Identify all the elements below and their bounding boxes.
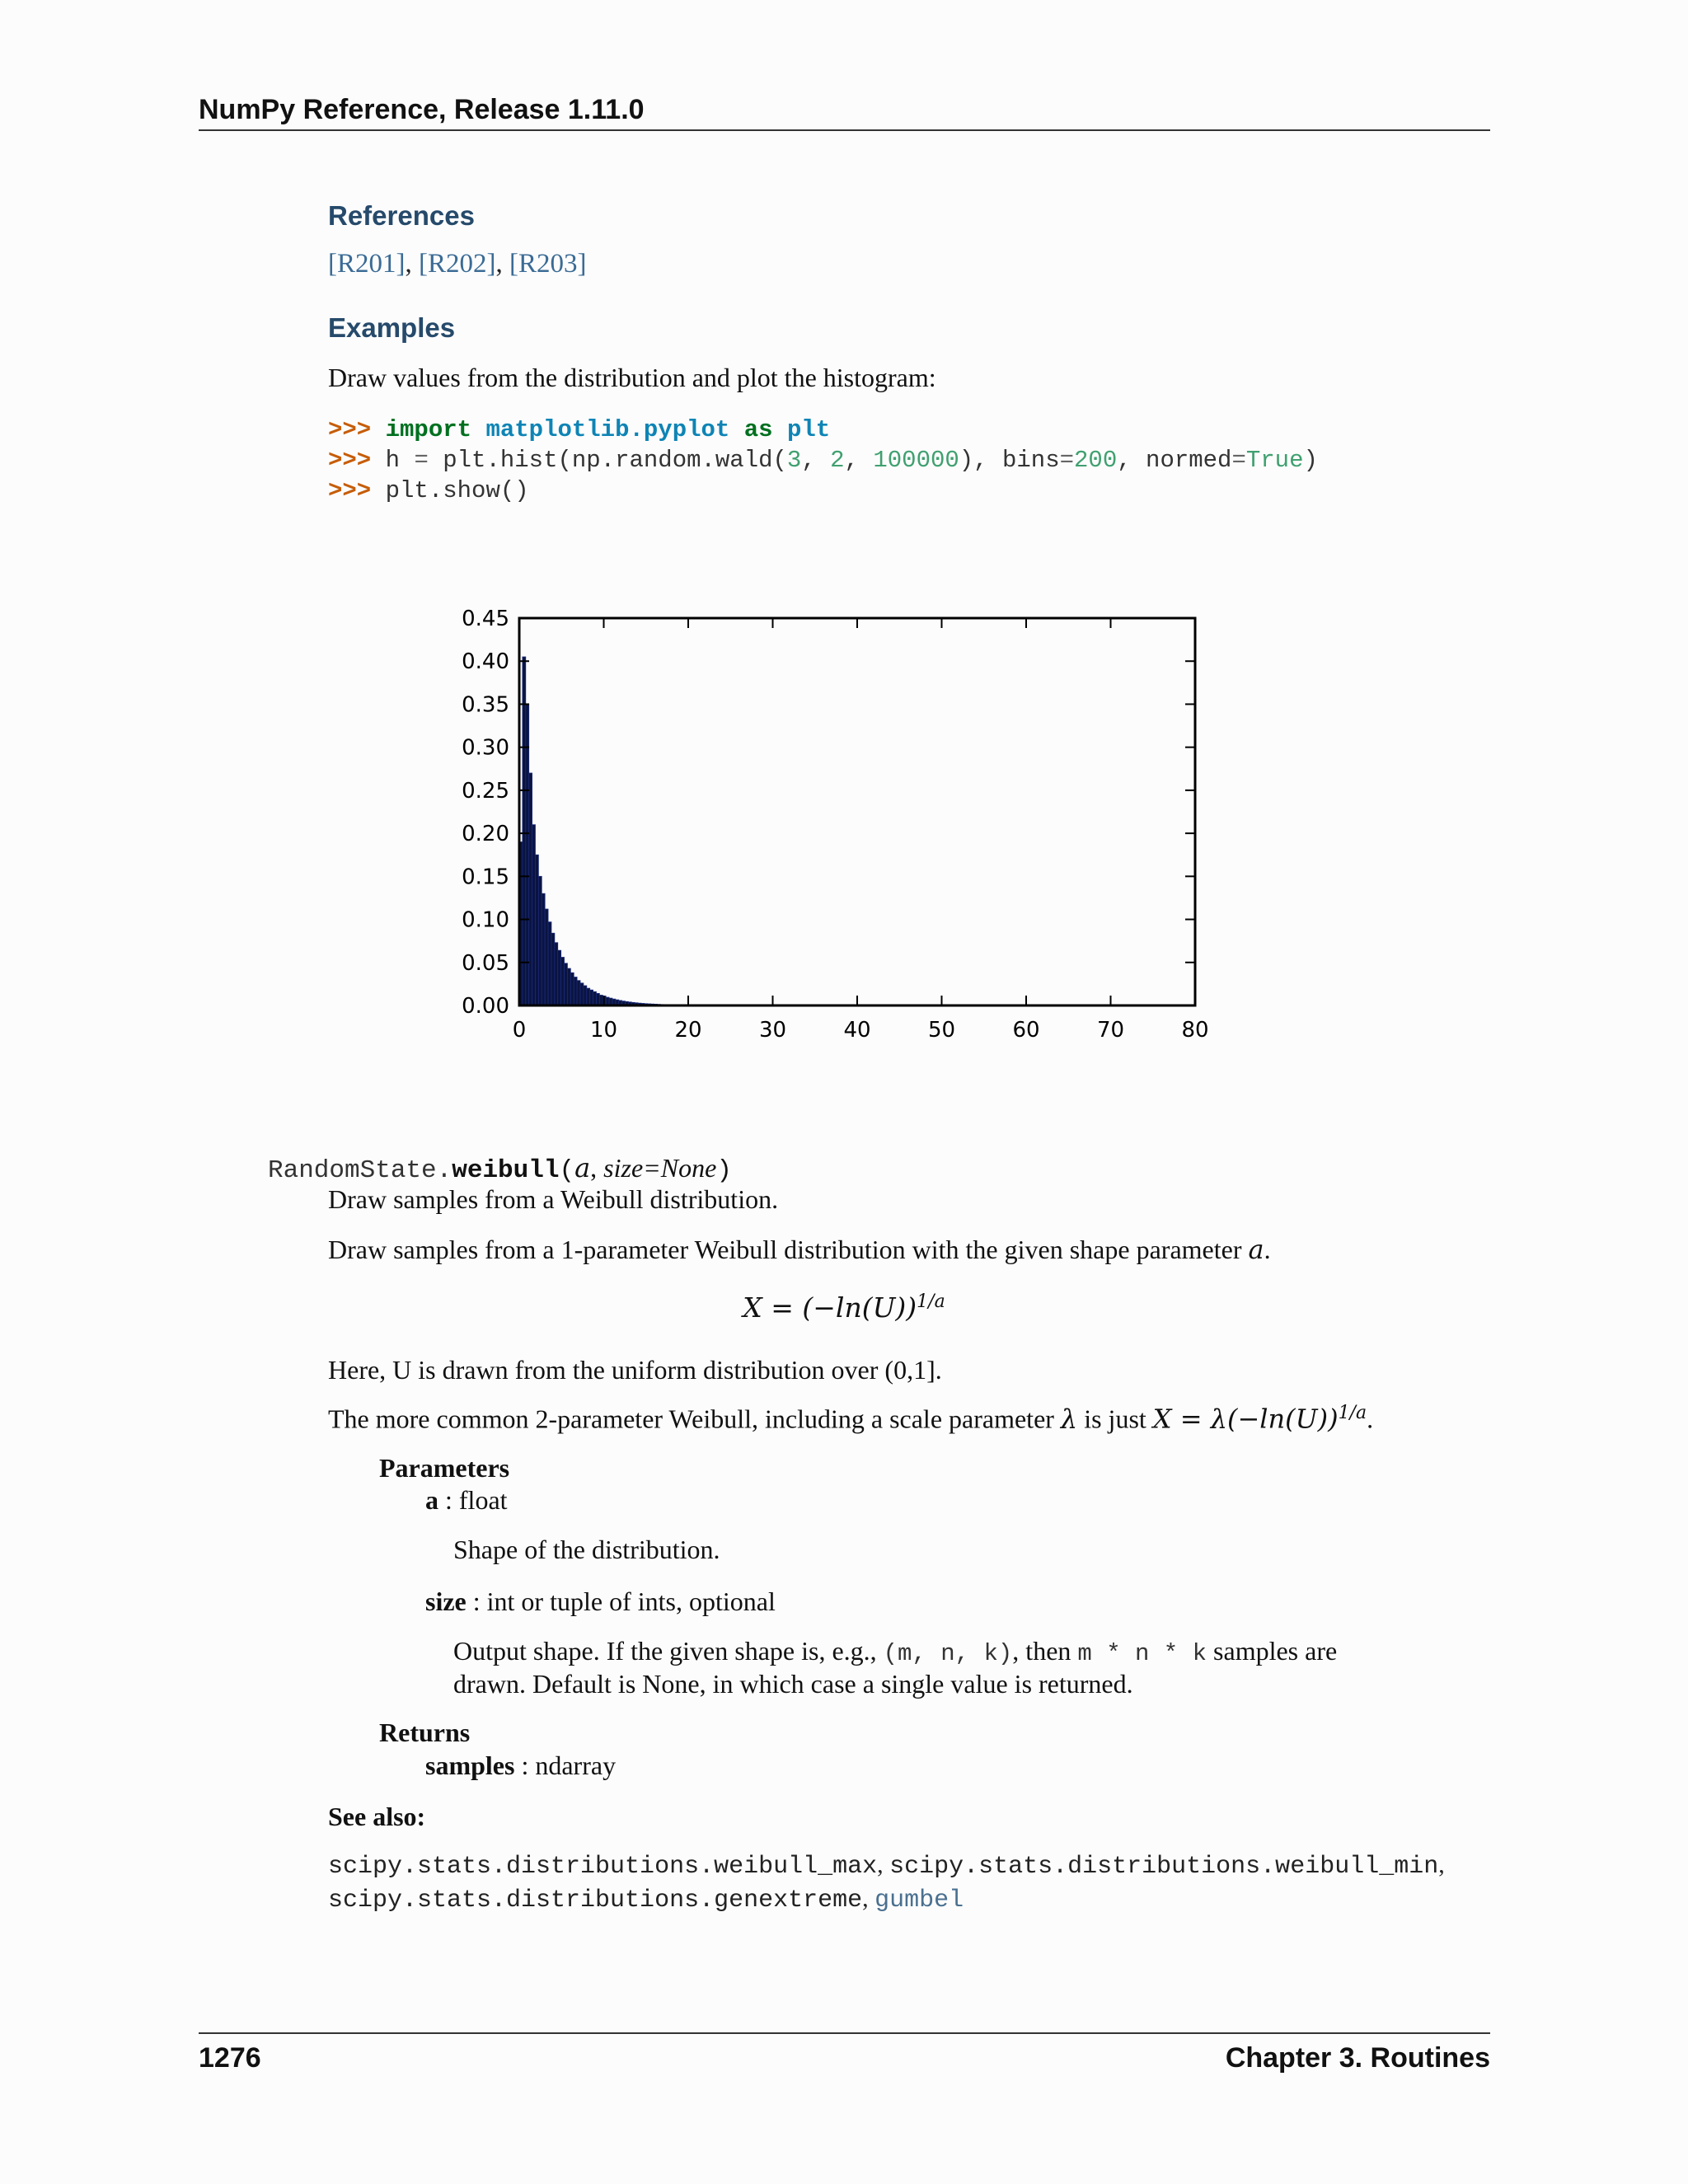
histogram-bar [580, 983, 584, 1005]
x-tick-label: 50 [927, 1018, 956, 1043]
see-also-weibull-max[interactable]: scipy.stats.distributions.weibull_max [328, 1853, 878, 1881]
histogram-bar [584, 986, 587, 1005]
plot-frame [519, 618, 1195, 1005]
histogram-bar [529, 773, 532, 1005]
reference-link-r202[interactable]: [R202] [419, 249, 496, 279]
x-tick-label: 70 [1096, 1018, 1125, 1043]
histogram-bar [577, 981, 580, 1005]
param-a-description: Shape of the distribution. [453, 1535, 720, 1564]
histogram-bar [523, 657, 526, 1005]
histogram-bar [593, 991, 597, 1005]
signature-arg-size: size=None [603, 1153, 717, 1183]
reference-separator: , [405, 249, 419, 279]
code-keyword: import [385, 416, 472, 443]
histogram-bar [542, 893, 545, 1005]
see-also-heading: See also: [328, 1802, 426, 1831]
y-tick-label: 0.30 [462, 735, 509, 761]
signature-class: RandomState. [268, 1156, 452, 1185]
histogram-bars [519, 657, 744, 1005]
see-also-gumbel-link[interactable]: gumbel [874, 1886, 964, 1915]
histogram-bar [561, 958, 565, 1005]
histogram-bar [570, 972, 574, 1005]
see-also-line-1: scipy.stats.distributions.weibull_max, scipy.stats.distributions.weibull_min, [328, 1851, 1445, 1881]
y-axis [462, 607, 1195, 1019]
param-size-description: Output shape. If the given shape is, e.g., (m, n, k), then m * n * k samples are [453, 1636, 1338, 1667]
histogram-bar [545, 909, 548, 1005]
weibull-summary: Draw samples from a Weibull distribution. [328, 1184, 779, 1214]
histogram-chart [429, 593, 1220, 1055]
reference-separator: , [495, 249, 509, 279]
histogram-bar [599, 995, 603, 1005]
y-tick-label: 0.15 [462, 865, 509, 890]
y-tick-label: 0.45 [462, 607, 509, 631]
weibull-description: Draw samples from a 1-parameter Weibull distribution with the given shape parameter a. [328, 1234, 1271, 1265]
param-size: size : int or tuple of ints, optional [425, 1586, 776, 1616]
footer-rule [199, 2032, 1490, 2034]
y-tick-label: 0.10 [462, 907, 509, 933]
code-line-1 [328, 416, 830, 443]
see-also-line-2: scipy.stats.distributions.genextreme, gumbel [328, 1885, 964, 1915]
y-tick-label: 0.20 [462, 822, 509, 847]
histogram-bar [574, 977, 577, 1005]
code-prompt: >>> [328, 477, 372, 504]
histogram-bar [555, 943, 558, 1005]
see-also-weibull-min[interactable]: scipy.stats.distributions.weibull_min [889, 1853, 1439, 1881]
code-prompt: >>> [328, 447, 372, 474]
x-tick-label: 0 [512, 1018, 527, 1043]
histogram-bar [565, 963, 568, 1005]
code-keyword: as [743, 416, 773, 443]
reference-link-r201[interactable]: [R201] [328, 249, 406, 279]
code-alias: plt [786, 416, 831, 443]
histogram-bar [548, 922, 551, 1005]
histogram-bar [538, 876, 542, 1005]
x-tick-label: 30 [758, 1018, 787, 1043]
y-tick-label: 0.05 [462, 950, 509, 976]
x-tick-label: 40 [843, 1018, 871, 1043]
signature-function-name: weibull [452, 1156, 560, 1185]
histogram-bar [596, 993, 599, 1005]
function-signature: RandomState.weibull(a, size=None) [268, 1152, 732, 1185]
histogram-bar [526, 704, 529, 1005]
page-header-title: NumPy Reference, Release 1.11.0 [199, 94, 645, 125]
returns-heading: Returns [379, 1718, 471, 1747]
param-a: a : float [425, 1485, 508, 1515]
footer-page-number: 1276 [199, 2042, 261, 2074]
histogram-bar [532, 825, 536, 1005]
y-tick-label: 0.00 [462, 994, 509, 1019]
x-tick-label: 60 [1012, 1018, 1040, 1043]
reference-link-r203[interactable]: [R203] [509, 249, 587, 279]
histogram-bar [567, 968, 570, 1005]
footer-chapter: Chapter 3. Routines [1225, 2042, 1490, 2074]
param-size-description-cont: drawn. Default is None, in which case a single value is returned. [453, 1669, 1133, 1699]
y-tick-label: 0.35 [462, 692, 509, 718]
code-module: matplotlib.pyplot [485, 416, 730, 443]
histogram-bar [558, 950, 561, 1005]
signature-arg-a: a [574, 1152, 591, 1183]
x-tick-label: 80 [1181, 1018, 1209, 1043]
histogram-bar [551, 933, 555, 1005]
weibull-formula: $X = (-\ln(U))^{1/a}$ [743, 1291, 945, 1324]
header-rule [199, 129, 1490, 131]
code-line-3: >>> plt.show() [328, 477, 529, 504]
references-heading: References [328, 200, 475, 231]
code-line-2: >>> h = plt.hist(np.random.wald(3, 2, 100000), bins=200, normed=True) [328, 447, 1318, 474]
see-also-genextreme[interactable]: scipy.stats.distributions.genextreme [328, 1886, 863, 1915]
parameters-heading: Parameters [379, 1453, 510, 1483]
examples-intro: Draw values from the distribution and plot the histogram: [328, 363, 936, 392]
histogram-bar [535, 855, 538, 1005]
x-tick-label: 20 [674, 1018, 702, 1043]
histogram-bar [590, 990, 593, 1005]
returns-samples: samples : ndarray [425, 1750, 617, 1780]
code-prompt: >>> [328, 416, 372, 443]
examples-heading: Examples [328, 312, 456, 343]
histogram-bar [587, 988, 590, 1005]
x-axis [513, 618, 1209, 1043]
weibull-uniform-note: Here, U is drawn from the uniform distribution over (0,1]. [328, 1355, 942, 1385]
weibull-common-note: The more common 2-parameter Weibull, including a scale parameter λ is just $X = \lambda(-\ln(U))^{1/a}$. [328, 1403, 1374, 1435]
y-tick-label: 0.25 [462, 778, 509, 804]
x-tick-label: 10 [589, 1018, 618, 1043]
references-links [328, 249, 587, 279]
y-tick-label: 0.40 [462, 649, 509, 675]
